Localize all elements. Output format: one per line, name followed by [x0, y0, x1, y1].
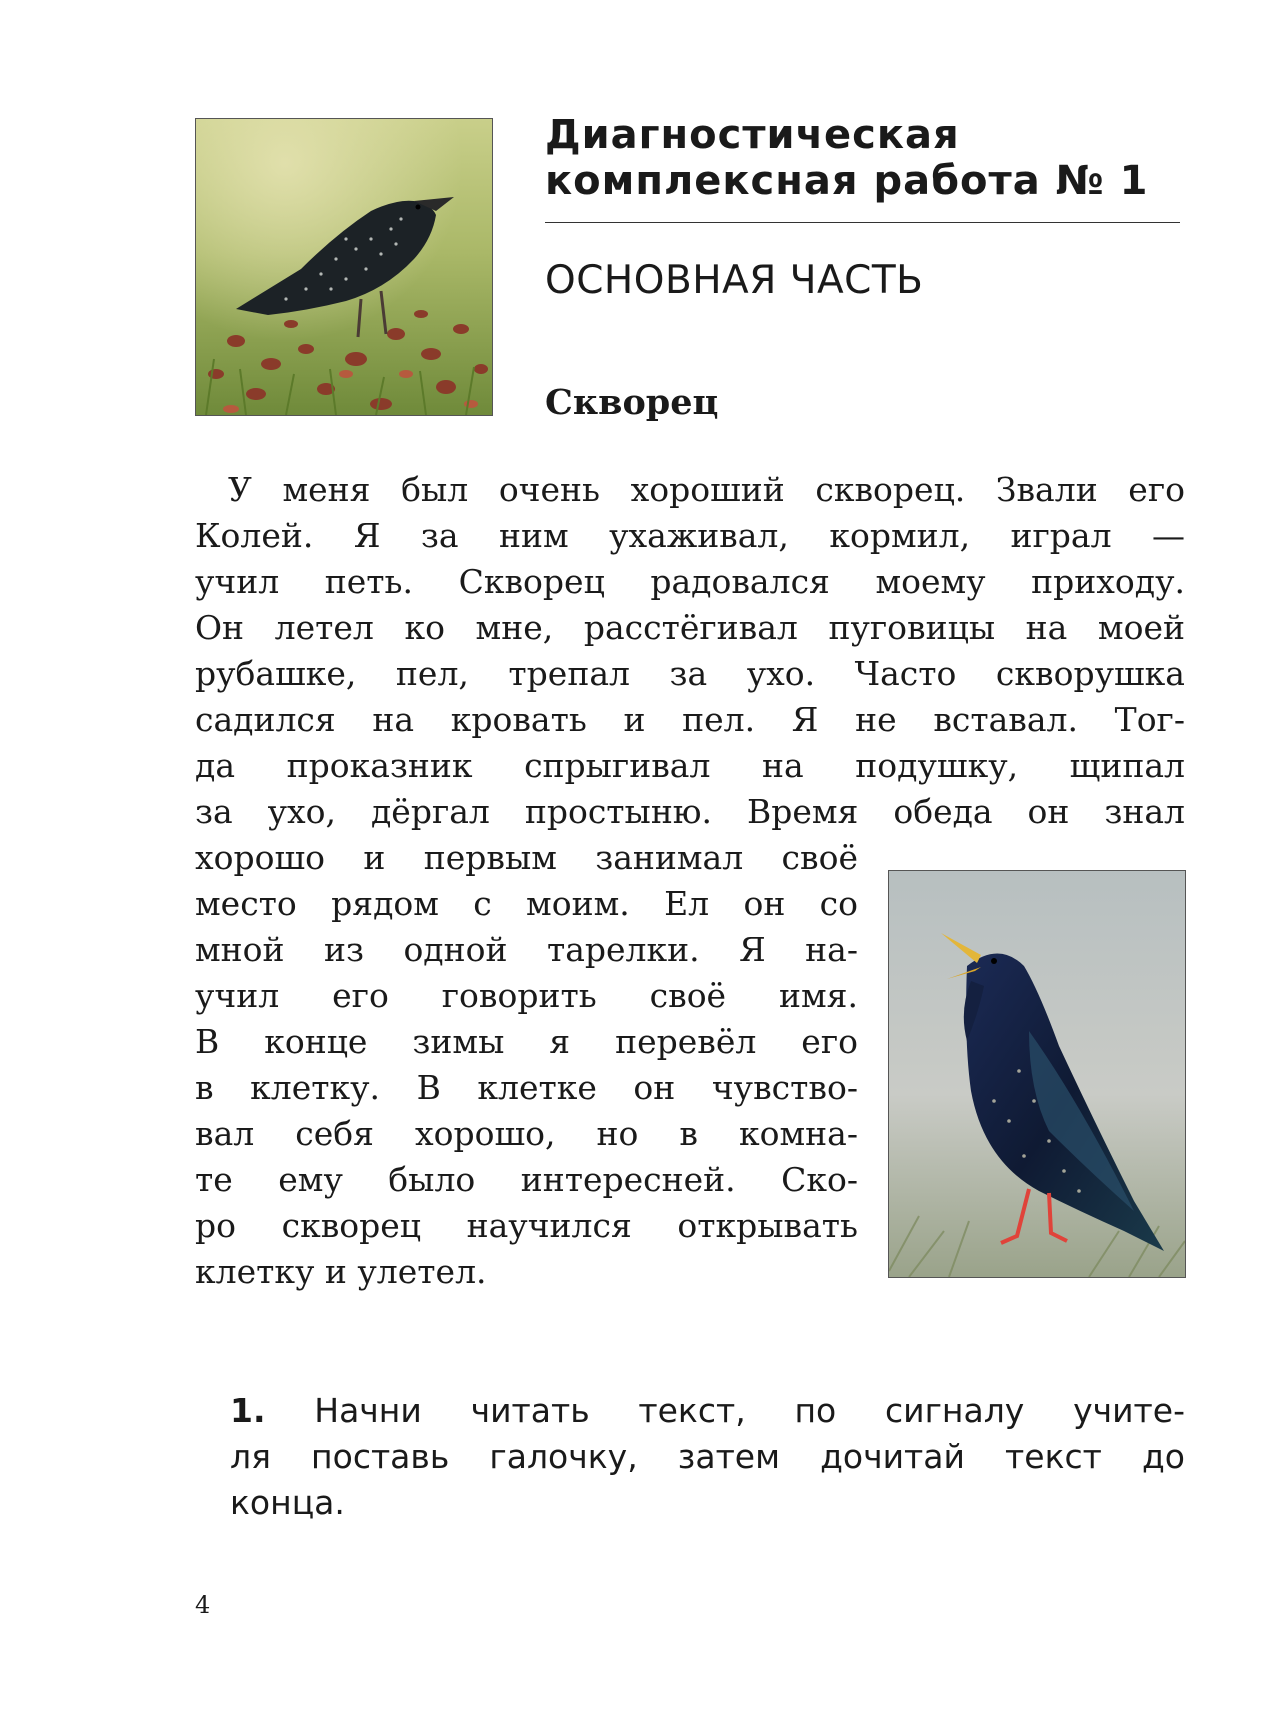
story-text-narrow [195, 835, 858, 1295]
title-divider [545, 222, 1180, 223]
story-line: В конце зимы я перевёл его [195, 1022, 858, 1061]
task-line: ля поставь галочку, затем дочитай текст до [230, 1437, 1185, 1476]
section-heading: ОСНОВНАЯ ЧАСТЬ [545, 258, 924, 303]
starling-photo-singing [888, 870, 1186, 1278]
starling-photo-grass [195, 118, 493, 416]
story-line: клетку и улетел. [195, 1252, 487, 1291]
story-line: Он летел ко мне, расстёгивал пуговицы на моей [195, 608, 1185, 647]
task-1 [230, 1388, 1185, 1526]
title-line-1: Диагностическая [545, 112, 960, 158]
story-line: Колей. Я за ним ухаживал, кормил, играл — [195, 516, 1185, 555]
task-line [230, 1388, 1185, 1434]
story-title: Скворец [545, 382, 719, 423]
story-line: за ухо, дёргал простыню. Время обеда он знал [195, 792, 1185, 831]
page-title [545, 112, 1185, 204]
story-line: У меня был очень хороший скворец. Звали его [228, 470, 1185, 509]
story-line: хорошо и первым занимал своё [195, 838, 858, 877]
story-line: да проказник спрыгивал на подушку, щипал [195, 746, 1185, 785]
starling-singing-icon [889, 871, 1185, 1277]
story-text-full [195, 467, 1185, 835]
story-line: рубашке, пел, трепал за ухо. Часто скворушка [195, 654, 1185, 693]
task-line-text: Начни читать текст, по сигналу учите- [314, 1391, 1185, 1430]
story-line: ро скворец научился открывать [195, 1206, 858, 1245]
page-number: 4 [195, 1591, 211, 1619]
story-line: место рядом с моим. Ел он со [195, 884, 858, 923]
story-line: садился на кровать и пел. Я не вставал. Тог- [195, 700, 1185, 739]
story-line: учил его говорить своё имя. [195, 976, 858, 1015]
story-line: мной из одной тарелки. Я на- [195, 930, 858, 969]
story-line: вал себя хорошо, но в комна- [195, 1114, 858, 1153]
story-line: в клетку. В клетке он чувство- [195, 1068, 858, 1107]
title-line-2: комплексная работа № 1 [545, 158, 1149, 204]
story-line: те ему было интересней. Ско- [195, 1160, 858, 1199]
task-line: конца. [230, 1483, 345, 1522]
task-number: 1. [230, 1391, 266, 1430]
starling-grass-icon [196, 119, 492, 415]
story-line: учил петь. Скворец радовался моему приходу. [195, 562, 1185, 601]
